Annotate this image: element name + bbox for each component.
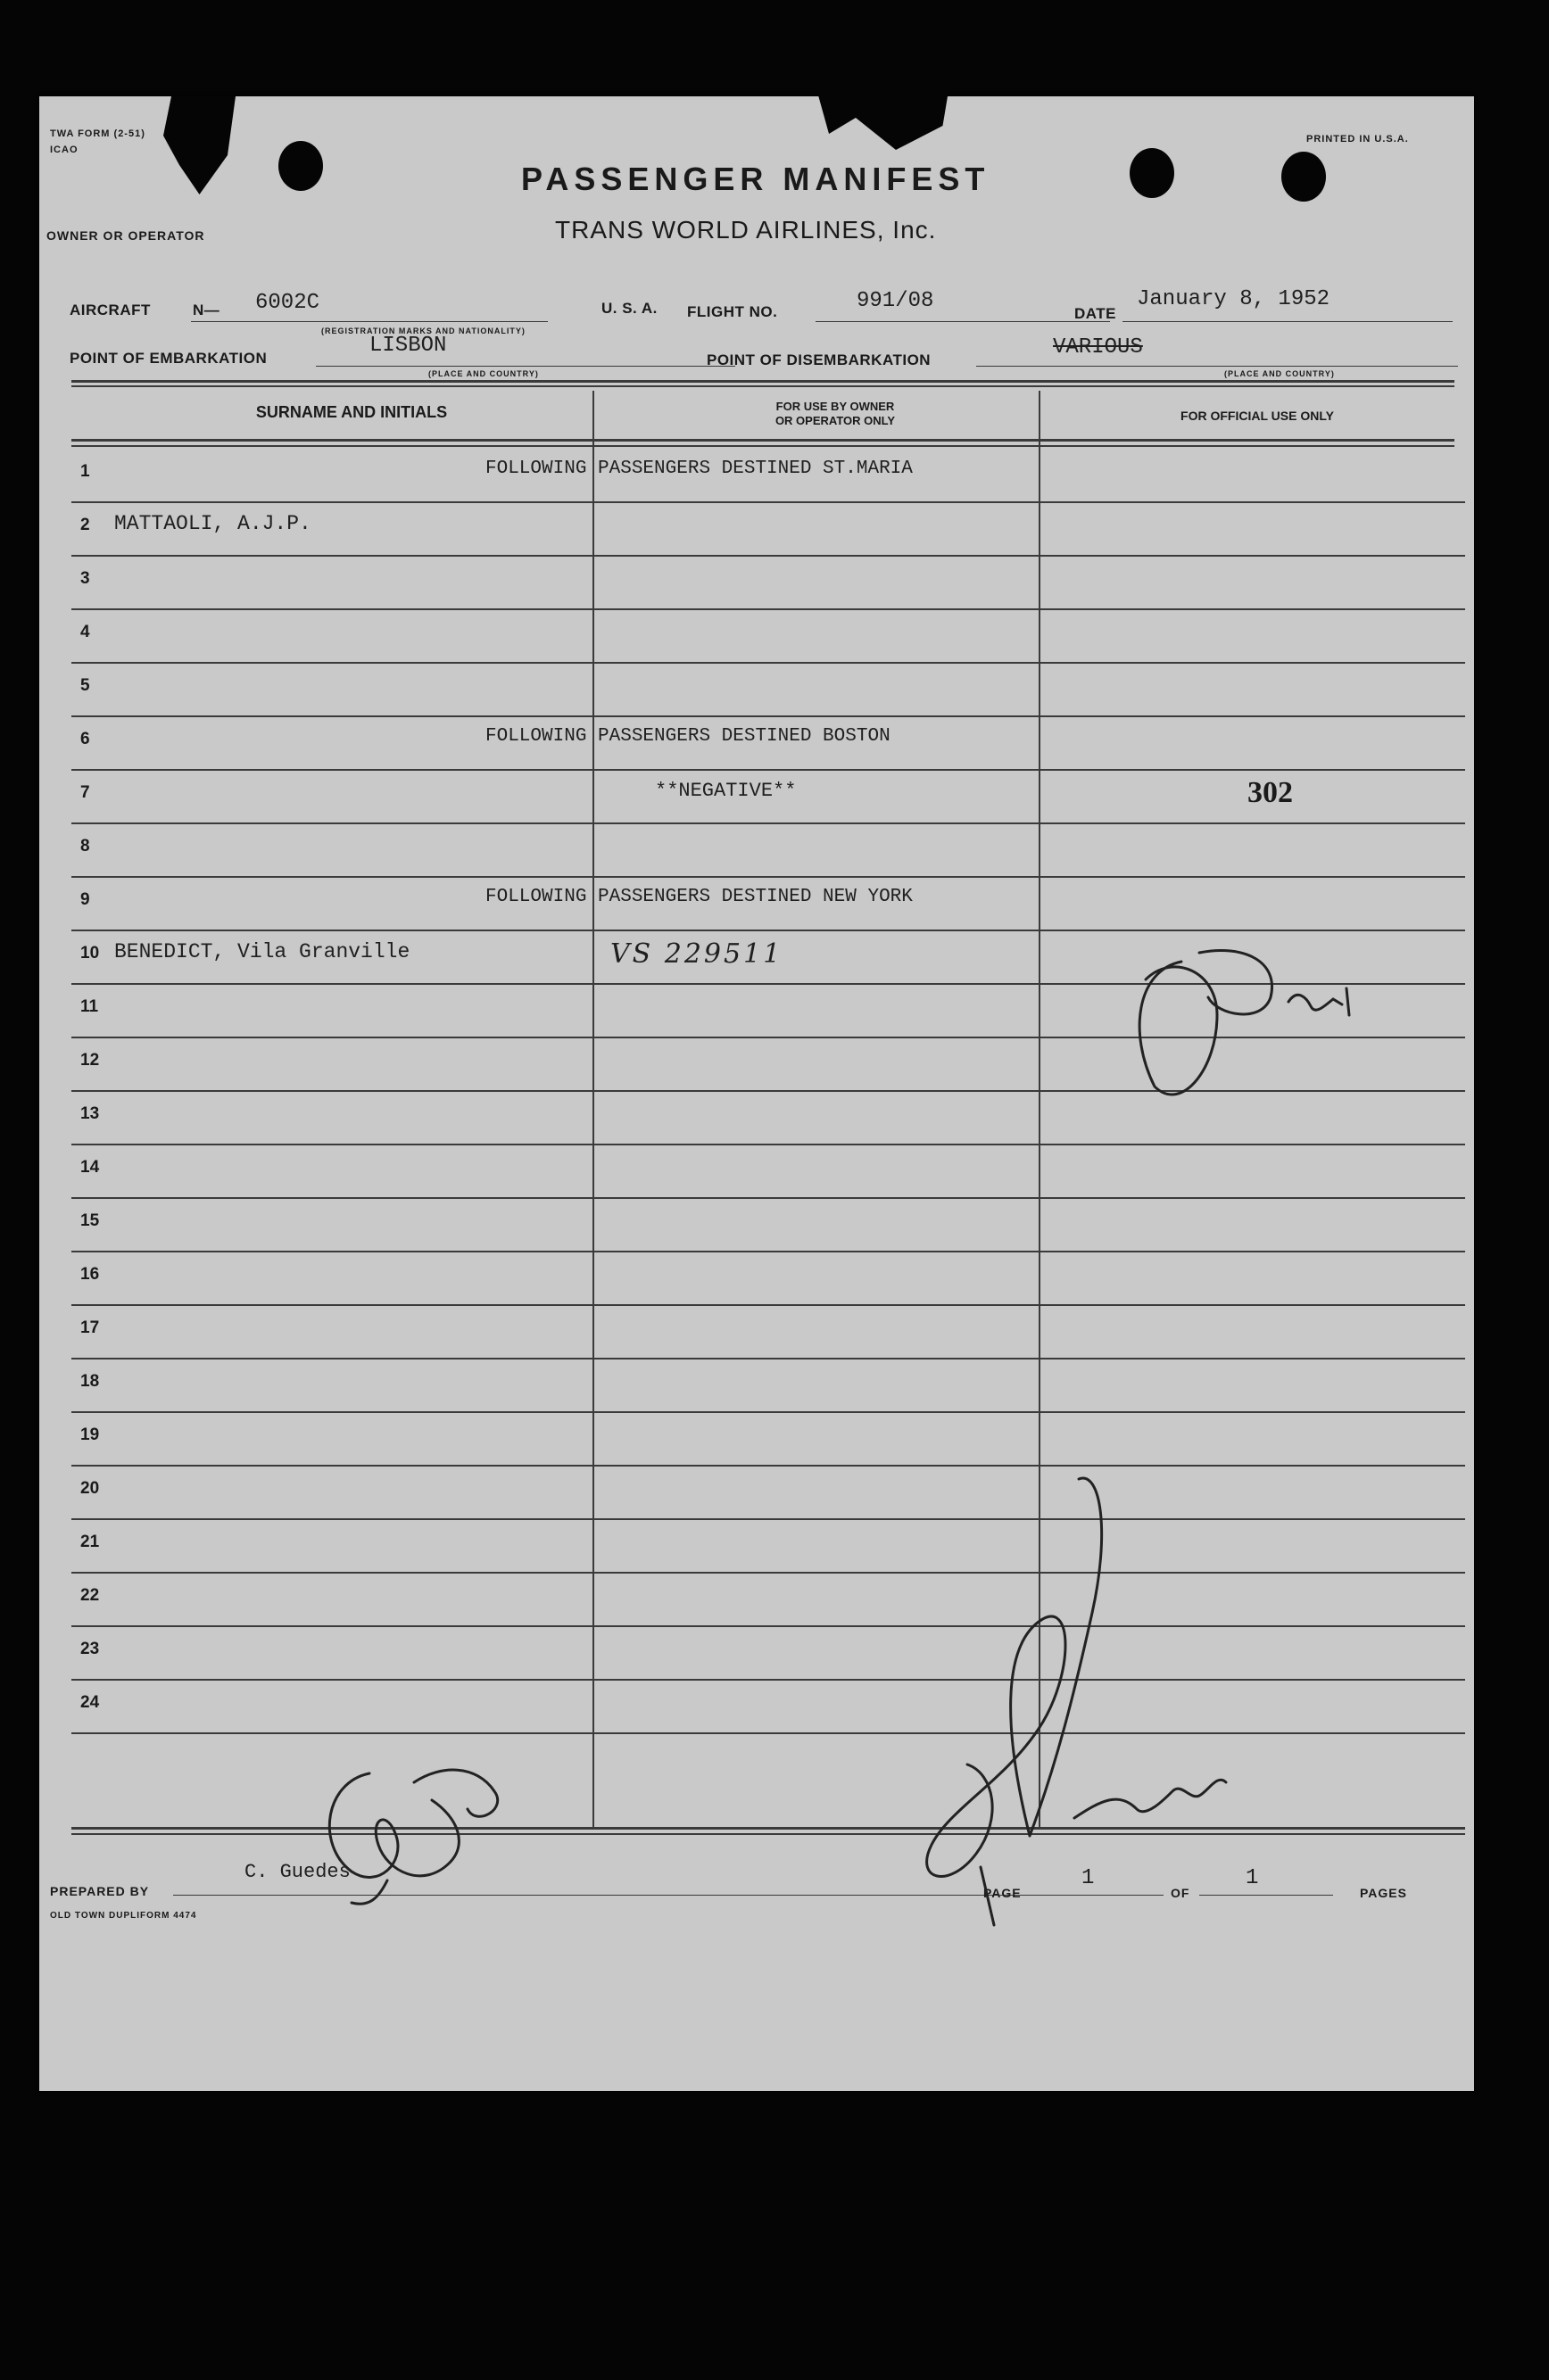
disembark-note: (PLACE AND COUNTRY): [1224, 369, 1335, 378]
of-label: OF: [1171, 1886, 1190, 1900]
row-number: 4: [80, 623, 90, 641]
manifest-sheet: [39, 96, 1474, 2091]
row-number: 12: [80, 1051, 100, 1070]
row-number: 9: [80, 890, 90, 909]
table-row: [39, 610, 1474, 664]
row-number: 24: [80, 1693, 100, 1712]
row-number: 8: [80, 837, 90, 855]
table-row: [39, 450, 1474, 503]
date-label: DATE: [1074, 305, 1117, 322]
aircraft-prefix: N—: [193, 302, 220, 318]
form-code-2: ICAO: [50, 145, 79, 155]
row-number: 23: [80, 1640, 100, 1658]
punch-hole-right: [1281, 152, 1326, 202]
disembark-label: POINT OF DISEMBARKATION: [707, 351, 932, 368]
preparer-signature: [298, 1747, 566, 1925]
row-number: 10: [80, 944, 100, 963]
date-value: January 8, 1952: [1137, 287, 1330, 311]
torn-title-damage: [816, 86, 949, 166]
of-value: 1: [1246, 1866, 1259, 1890]
embark-note: (PLACE AND COUNTRY): [428, 369, 539, 378]
pages-label: PAGES: [1360, 1886, 1407, 1900]
col-surname: SURNAME AND INITIALS: [255, 403, 448, 421]
aircraft-underline: [191, 321, 548, 322]
passenger-note: FOLLOWING PASSENGERS DESTINED NEW YORK: [485, 887, 913, 907]
usa-label: U. S. A.: [601, 300, 658, 317]
prepared-by-label: PREPARED BY: [50, 1884, 150, 1898]
row-number: 20: [80, 1479, 100, 1498]
embark-underline: [316, 366, 735, 367]
registration-note: (REGISTRATION MARKS AND NATIONALITY): [321, 326, 526, 335]
company-name: TRANS WORLD AIRLINES, Inc.: [555, 216, 937, 244]
dupliform-code: OLD TOWN DUPLIFORM 4474: [50, 1911, 197, 1921]
page-value: 1: [1081, 1866, 1095, 1890]
col-owner-use-2: OR OPERATOR ONLY: [774, 414, 896, 427]
embark-value: LISBON: [369, 334, 447, 358]
flight-underline: [816, 321, 1110, 322]
header-rule-2: [71, 385, 1454, 387]
table-row: [39, 717, 1474, 771]
passenger-note: FOLLOWING PASSENGERS DESTINED BOSTON: [485, 726, 890, 747]
row-number: 19: [80, 1426, 100, 1444]
date-underline: [1122, 321, 1453, 322]
row-number: 11: [80, 997, 99, 1016]
inspector-signature: [896, 1461, 1324, 1943]
table-row: [39, 771, 1474, 824]
passenger-name: BENEDICT, Vila Granville: [114, 940, 410, 963]
row-number: 18: [80, 1372, 100, 1391]
header-rule-top: [71, 380, 1454, 383]
punch-hole-left: [278, 141, 323, 191]
passenger-note: FOLLOWING PASSENGERS DESTINED ST.MARIA: [485, 459, 913, 479]
official-initial-signature: [1119, 935, 1404, 1113]
table-row: [39, 878, 1474, 931]
passenger-note: **NEGATIVE**: [655, 780, 797, 802]
passenger-note: VS 229511: [610, 938, 783, 970]
aircraft-value: 6002C: [255, 291, 320, 315]
official-entry: 302: [1247, 776, 1293, 809]
col-official: FOR OFFICIAL USE ONLY: [1180, 409, 1334, 423]
form-code-1: TWA FORM (2-51): [50, 128, 145, 139]
row-number: 6: [80, 730, 90, 748]
row-number: 21: [80, 1533, 100, 1551]
page-label: PAGE: [983, 1886, 1022, 1900]
flight-value: 991/08: [857, 289, 934, 313]
table-row: [39, 557, 1474, 610]
header-rule-bottom-2: [71, 445, 1454, 447]
table-row: [39, 1252, 1474, 1306]
prepared-by-value: C. Guedes: [244, 1861, 351, 1883]
row-number: 1: [80, 462, 90, 481]
torn-corner-damage: [155, 96, 236, 194]
table-row: [39, 664, 1474, 717]
row-number: 13: [80, 1104, 100, 1123]
row-number: 15: [80, 1211, 100, 1230]
header-rule-bottom: [71, 439, 1454, 442]
table-row: [39, 503, 1474, 557]
table-row: [39, 1306, 1474, 1359]
flight-label: FLIGHT NO.: [687, 303, 778, 320]
table-row: [39, 1199, 1474, 1252]
row-number: 14: [80, 1158, 100, 1177]
form-title: PASSENGER MANIFEST: [521, 161, 990, 197]
embark-label: POINT OF EMBARKATION: [70, 350, 268, 367]
row-number: 7: [80, 783, 90, 802]
row-number: 2: [80, 516, 90, 534]
row-number: 3: [80, 569, 90, 588]
row-number: 5: [80, 676, 90, 695]
owner-operator-label: OWNER OR OPERATOR: [46, 228, 205, 243]
row-number: 17: [80, 1318, 100, 1337]
aircraft-label: AIRCRAFT: [70, 302, 151, 318]
printed-in-usa: PRINTED IN U.S.A.: [1306, 134, 1409, 145]
table-row: [39, 1359, 1474, 1413]
punch-hole-center: [1130, 148, 1174, 198]
passenger-name: MATTAOLI, A.J.P.: [114, 512, 311, 535]
disembark-underline: [976, 366, 1458, 367]
row-number: 16: [80, 1265, 100, 1284]
disembark-value: VARIOUS: [1053, 335, 1143, 359]
row-number: 22: [80, 1586, 100, 1605]
table-row: [39, 1413, 1474, 1467]
col-owner-use-1: FOR USE BY OWNER: [775, 400, 895, 413]
table-row: [39, 824, 1474, 878]
table-row: [39, 1145, 1474, 1199]
